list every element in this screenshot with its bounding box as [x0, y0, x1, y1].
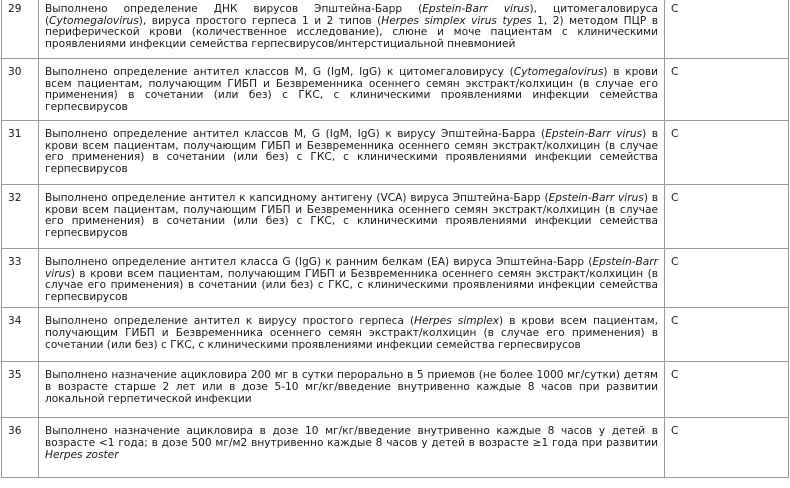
criteria-table [1, 0, 789, 478]
latin-term: Herpes simplex virus types [381, 14, 532, 27]
criterion-number: 34 [2, 308, 39, 362]
table-row [2, 185, 789, 249]
text-segment: Выполнено определение антител классов M, G (IgM, IgG) к вирусу Эпштейна-Барра ( [45, 128, 546, 140]
criterion-text [39, 308, 665, 362]
table-row [2, 121, 789, 185]
text-segment: Выполнено назначение ацикловира в дозе 10 мг/кг/введение внутривенно каждые 8 часов у детей в возрасте <1 года; в дозе 500 мг/м2 внутривенно каждые 8 часов у детей в возрасте ≥1 года при развитии [45, 425, 658, 449]
table-row [2, 362, 789, 418]
evidence-level: C [665, 121, 789, 185]
criterion-text [39, 249, 665, 308]
criteria-table-body [2, 0, 789, 478]
criterion-text [39, 121, 665, 185]
latin-term: Epstein-Barr virus [422, 3, 530, 15]
evidence-level: C [665, 418, 789, 478]
criterion-number: 31 [2, 121, 39, 185]
latin-term: Epstein-Barr virus [545, 128, 643, 140]
text-segment: Выполнено определение антител к капсидному антигену (VCA) вируса Эпштейна-Барр ( [45, 192, 549, 204]
criterion-text [39, 418, 665, 478]
latin-term: Epstein-Barr virus [548, 192, 644, 204]
text-segment: Выполнено определение антител к вирусу простого герпеса ( [45, 315, 415, 328]
evidence-level: C [665, 362, 789, 418]
evidence-level: C [665, 59, 789, 121]
criterion-number: 29 [2, 0, 39, 59]
criterion-number: 32 [2, 185, 39, 249]
criterion-text [39, 59, 665, 121]
table-row [2, 59, 789, 121]
criterion-number: 33 [2, 249, 39, 308]
table-row [2, 249, 789, 308]
table-row [2, 308, 789, 362]
text-segment: ) в крови всем пациентам, получающим ГИБП и Безвременника осеннего семян экстракт/колхицин (в случае его применения) в сочетании (или без) с ГКС, с клиническими проявлениями инфекции семейства герпесвирусов [45, 66, 658, 113]
text-segment: ), вируса простого герпеса 1 и 2 типов ( [138, 14, 382, 27]
criterion-text [39, 0, 665, 59]
text-segment: Выполнено определение антител класса G (IgG) к ранним белкам (EA) вируса Эпштейна-Барр ( [45, 256, 593, 268]
table-row [2, 418, 789, 478]
text-segment: ) в крови всем пациентам, получающим ГИБП и Безвременника осеннего семян экстракт/колхицин (в случае его применения) в сочетании (или без) с ГКС, с клиническими проявлениями инфекции семейства герпесвирусов [45, 128, 658, 175]
latin-term: Cytomegalovirus [49, 14, 139, 27]
text-segment: Выполнено определение ДНК вирусов Эпштейна-Барр ( [45, 3, 423, 15]
criterion-number: 30 [2, 59, 39, 121]
latin-term: Cytomegalovirus [513, 66, 604, 78]
latin-term: Epstein-Barr virus [45, 256, 658, 280]
criterion-number: 36 [2, 418, 39, 478]
criterion-text [39, 362, 665, 418]
text-segment: ) в крови всем пациентам, получающим ГИБП и Безвременника осеннего семян экстракт/колхицин (в случае его применения) в сочетании (или без) с ГКС, с клиническими проявлениями инфекции семейства герпесвирусов [45, 315, 658, 351]
text-segment: ) в крови всем пациентам, получающим ГИБП и Безвременника осеннего семян экстракт/колхицин (в случае его применения) в сочетании (или без) с ГКС, с клиническими проявлениями инфекции семейства герпесвирусов [45, 267, 658, 303]
text-segment: Выполнено назначение ацикловира 200 мг в сутки перорально в 5 приемов (не более 1000 мг/сутки) детям в возрасте старше 2 лет или в дозе 5-10 мг/кг/введение внутривенно каждые 8 часов при развитии локальной герпетической инфекции [45, 369, 658, 405]
text-segment: 1, 2) методом ПЦР в периферической крови (количественное исследование), слюне и моче пациентам с клиническими проявлениями инфекции семейства герпесвирусов/интерстициальной пневмонией [45, 14, 658, 50]
criterion-number: 35 [2, 362, 39, 418]
latin-term: Herpes simplex [414, 315, 500, 328]
evidence-level: C [665, 185, 789, 249]
text-segment: ), цитомегаловируса ( [45, 3, 659, 27]
text-segment: Выполнено определение антител классов M, G (IgM, IgG) к цитомегаловирусу ( [45, 66, 514, 78]
text-segment: ) в крови всем пациентам, получающим ГИБП и Безвременника осеннего семян экстракт/колхицин (в случае его применения) в сочетании (или без) с ГКС, с клиническими проявлениями инфекции семейства герпесвирусов [45, 192, 659, 239]
evidence-level: C [665, 249, 789, 308]
criterion-text [39, 185, 665, 249]
table-row [2, 0, 789, 59]
evidence-level: C [665, 0, 789, 59]
latin-term: Herpes zoster [45, 448, 119, 461]
evidence-level: C [665, 308, 789, 362]
